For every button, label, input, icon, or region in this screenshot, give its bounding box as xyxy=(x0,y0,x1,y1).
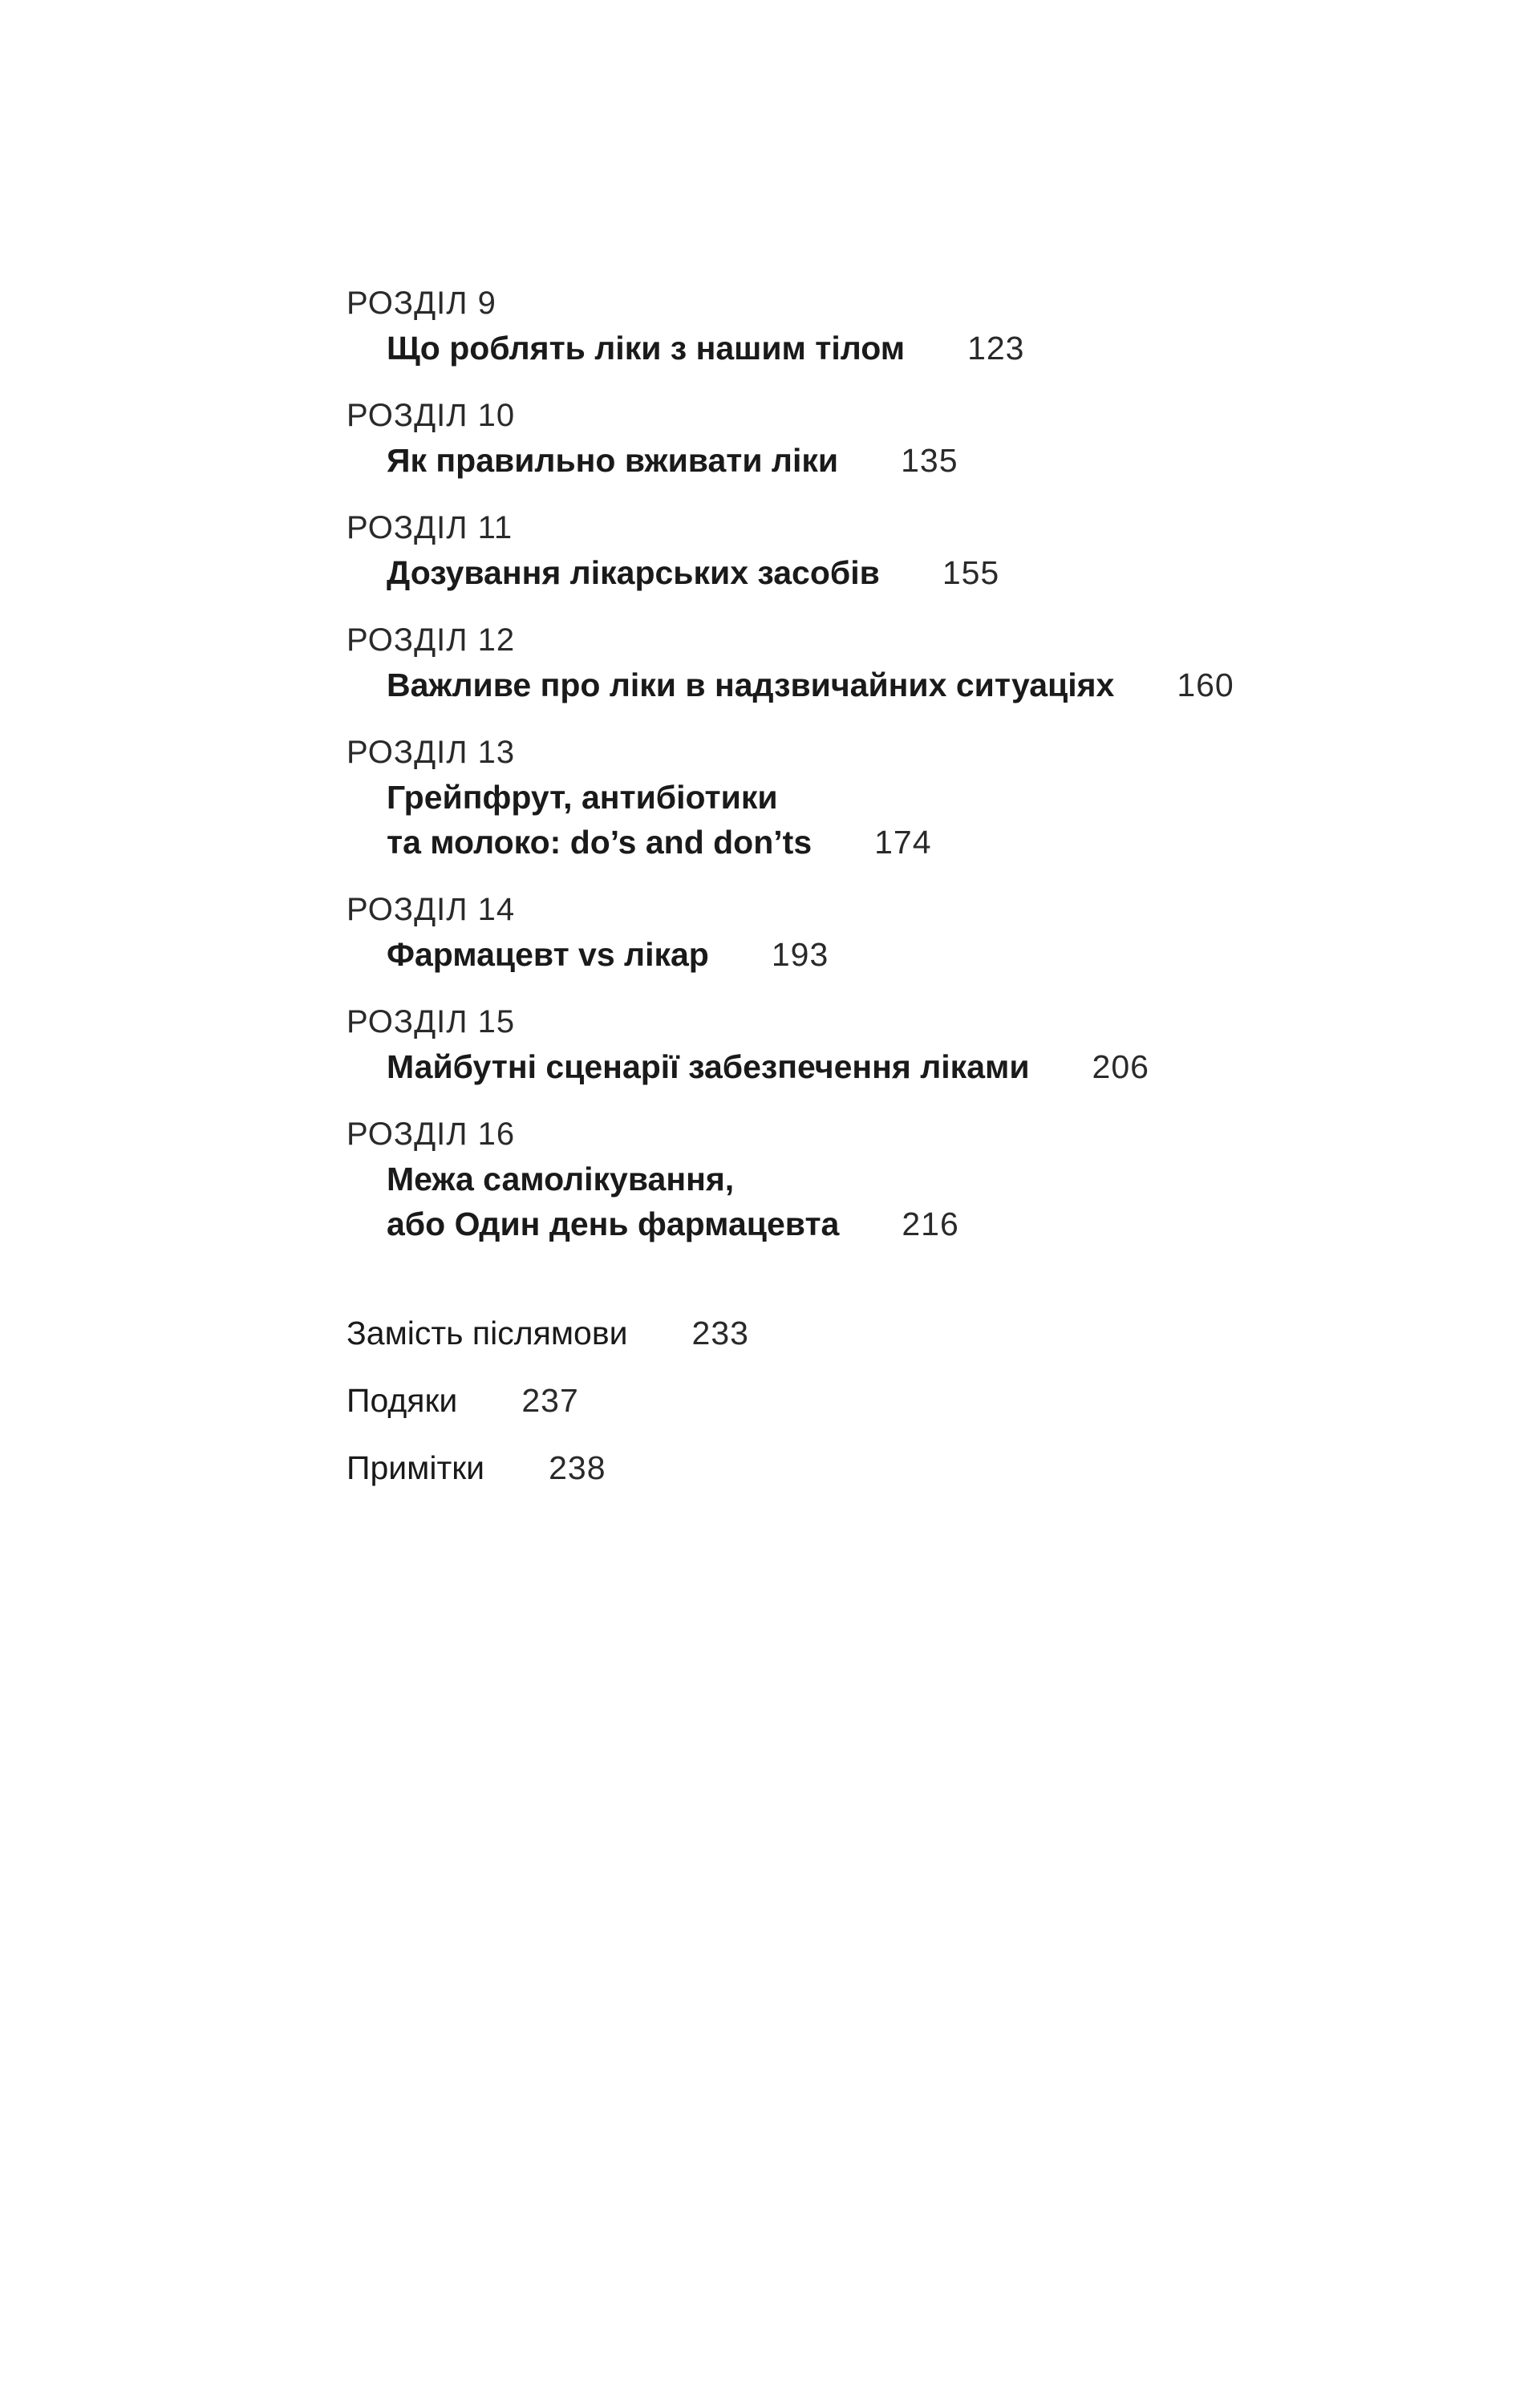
page-number: 174 xyxy=(874,824,932,861)
backmatter-list xyxy=(346,1311,1389,1490)
chapter-title xyxy=(346,775,1389,865)
chapter-title-line: та молоко: do’s and don’ts xyxy=(387,824,813,861)
chapter-title xyxy=(346,663,1389,707)
page-number: 160 xyxy=(1177,667,1234,703)
chapter-title-text: Фармацевт vs лікар xyxy=(387,936,709,973)
toc-item-notes xyxy=(346,1445,1389,1490)
chapter-title-line: Межа самолікування, xyxy=(387,1161,735,1197)
chapter-title xyxy=(346,1044,1389,1089)
toc-chapter-10 xyxy=(346,393,1389,483)
page-number: 237 xyxy=(521,1382,579,1419)
toc-chapter-13 xyxy=(346,730,1389,865)
page-number: 155 xyxy=(942,554,1000,591)
chapter-title-text: Що роблять ліки з нашим тілом xyxy=(387,330,906,367)
page-number: 233 xyxy=(691,1315,749,1351)
item-title: Замість післямови xyxy=(346,1315,628,1351)
chapter-title-text: Майбутні сценарії забезпечення ліками xyxy=(387,1048,1030,1085)
chapter-title-line: або Один день фармацевта xyxy=(387,1206,840,1242)
toc-chapter-15 xyxy=(346,999,1389,1089)
toc-item-acknowledgements xyxy=(346,1378,1389,1423)
chapter-label: РОЗДІЛ 13 xyxy=(346,735,516,770)
chapter-title-text: Як правильно вживати ліки xyxy=(387,442,839,479)
chapter-label: РОЗДІЛ 9 xyxy=(346,286,496,321)
chapter-title xyxy=(346,550,1389,595)
chapter-title-line: Грейпфрут, антибіотики xyxy=(387,779,778,816)
chapter-label: РОЗДІЛ 11 xyxy=(346,510,513,545)
chapter-title xyxy=(346,932,1389,977)
chapter-label: РОЗДІЛ 12 xyxy=(346,622,516,658)
toc-item-afterword xyxy=(346,1311,1389,1356)
chapter-label: РОЗДІЛ 15 xyxy=(346,1004,516,1039)
page-number: 216 xyxy=(902,1206,959,1242)
page-number: 206 xyxy=(1092,1048,1149,1085)
page-number: 238 xyxy=(549,1449,606,1486)
chapter-label: РОЗДІЛ 16 xyxy=(346,1116,516,1152)
chapter-title-text: Дозування лікарських засобів xyxy=(387,554,880,591)
item-title: Примітки xyxy=(346,1449,485,1486)
chapter-title xyxy=(346,1157,1389,1246)
page-number: 123 xyxy=(967,330,1025,367)
toc-chapter-12 xyxy=(346,618,1389,707)
chapter-label: РОЗДІЛ 10 xyxy=(346,398,516,433)
toc-chapter-11 xyxy=(346,505,1389,595)
table-of-contents xyxy=(346,281,1389,1513)
chapter-title xyxy=(346,438,1389,483)
chapter-title-text: Важливе про ліки в надзвичайних ситуаціях xyxy=(387,667,1115,703)
toc-chapter-14 xyxy=(346,887,1389,977)
chapter-label: РОЗДІЛ 14 xyxy=(346,892,516,927)
page-number: 135 xyxy=(901,442,958,479)
toc-chapter-9 xyxy=(346,281,1389,371)
chapter-title xyxy=(346,326,1389,371)
toc-chapter-16 xyxy=(346,1112,1389,1246)
page-number: 193 xyxy=(771,936,829,973)
item-title: Подяки xyxy=(346,1382,458,1419)
